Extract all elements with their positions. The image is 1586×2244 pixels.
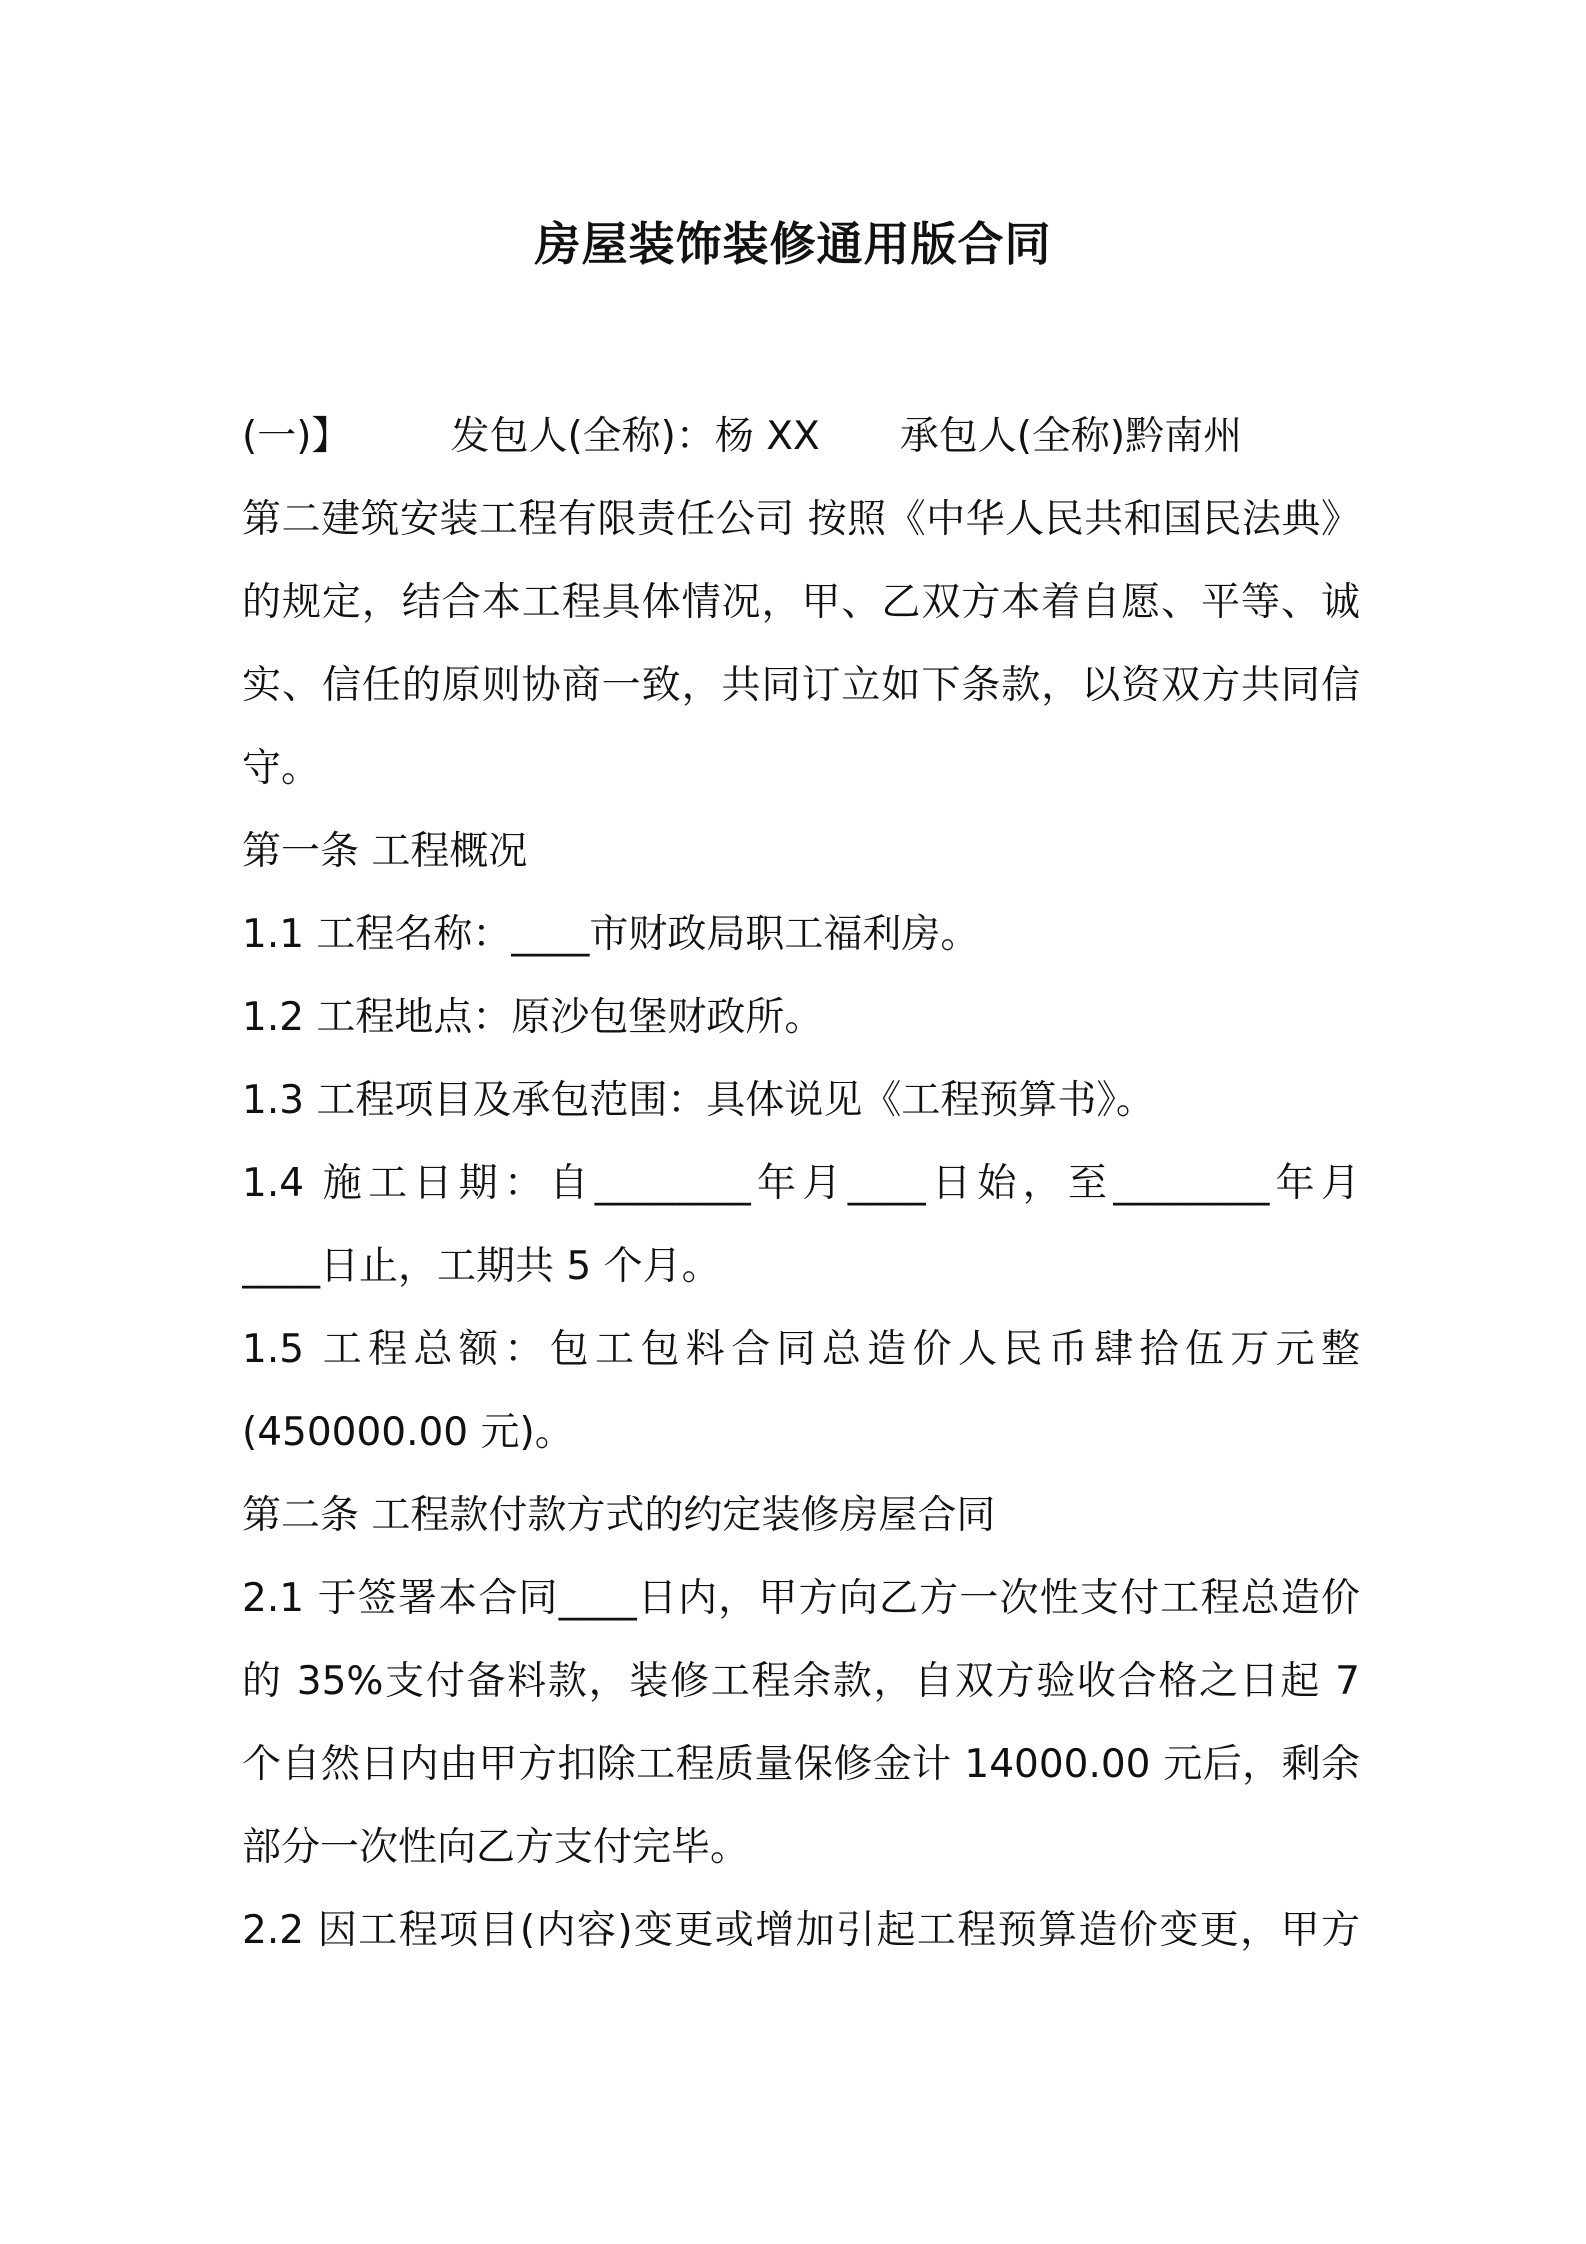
paragraph-line: 实、信任的原则协商一致，共同订立如下条款，以资双方共同信 [242,663,1360,708]
clause-line: ____日止，工期共 5 个月。 [242,1244,721,1289]
document-body [242,402,1360,1979]
section-heading: 第二条 工程款付款方式的约定装修房屋合同 [242,1493,996,1538]
clause-line: 2.1 于签署本合同____日内，甲方向乙方一次性支付工程总造价 [242,1576,1360,1621]
clause-line: (450000.00 元)。 [242,1410,574,1455]
employer-name: 发包人(全称)：杨 XX [450,414,820,459]
party-prefix: (一)】 [242,414,351,459]
paragraph-line: 守。 [242,746,321,791]
party-line [242,402,1360,485]
clause-line: 1.4 施工日期：自________年月____日始，至________年月 [242,1161,1360,1206]
document-title: 房屋装饰装修通用版合同 [534,217,1052,271]
paragraph-line: 第二建筑安装工程有限责任公司 按照《中华人民共和国民法典》 [242,497,1360,542]
contractor-name: 承包人(全称)黔南州 [899,414,1243,459]
clause-line: 部分一次性向乙方支付完毕。 [242,1825,750,1870]
clause-line: 的 35%支付备料款，装修工程余款，自双方验收合格之日起 7 [242,1659,1360,1704]
paragraph-line: 的规定，结合本工程具体情况，甲、乙双方本着自愿、平等、诚 [242,580,1360,625]
clause-line: 1.3 工程项目及承包范围：具体说见《工程预算书》。 [242,1078,1155,1123]
clause-line: 1.2 工程地点：原沙包堡财政所。 [242,995,824,1040]
clause-line: 2.2 因工程项目(内容)变更或增加引起工程预算造价变更，甲方 [242,1908,1360,1953]
section-heading: 第一条 工程概况 [242,829,528,874]
clause-line: 个自然日内由甲方扣除工程质量保修金计 14000.00 元后，剩余 [242,1742,1360,1787]
clause-line: 1.5 工程总额：包工包料合同总造价人民币肆拾伍万元整 [242,1327,1360,1372]
clause-line: 1.1 工程名称：____市财政局职工福利房。 [242,912,980,957]
